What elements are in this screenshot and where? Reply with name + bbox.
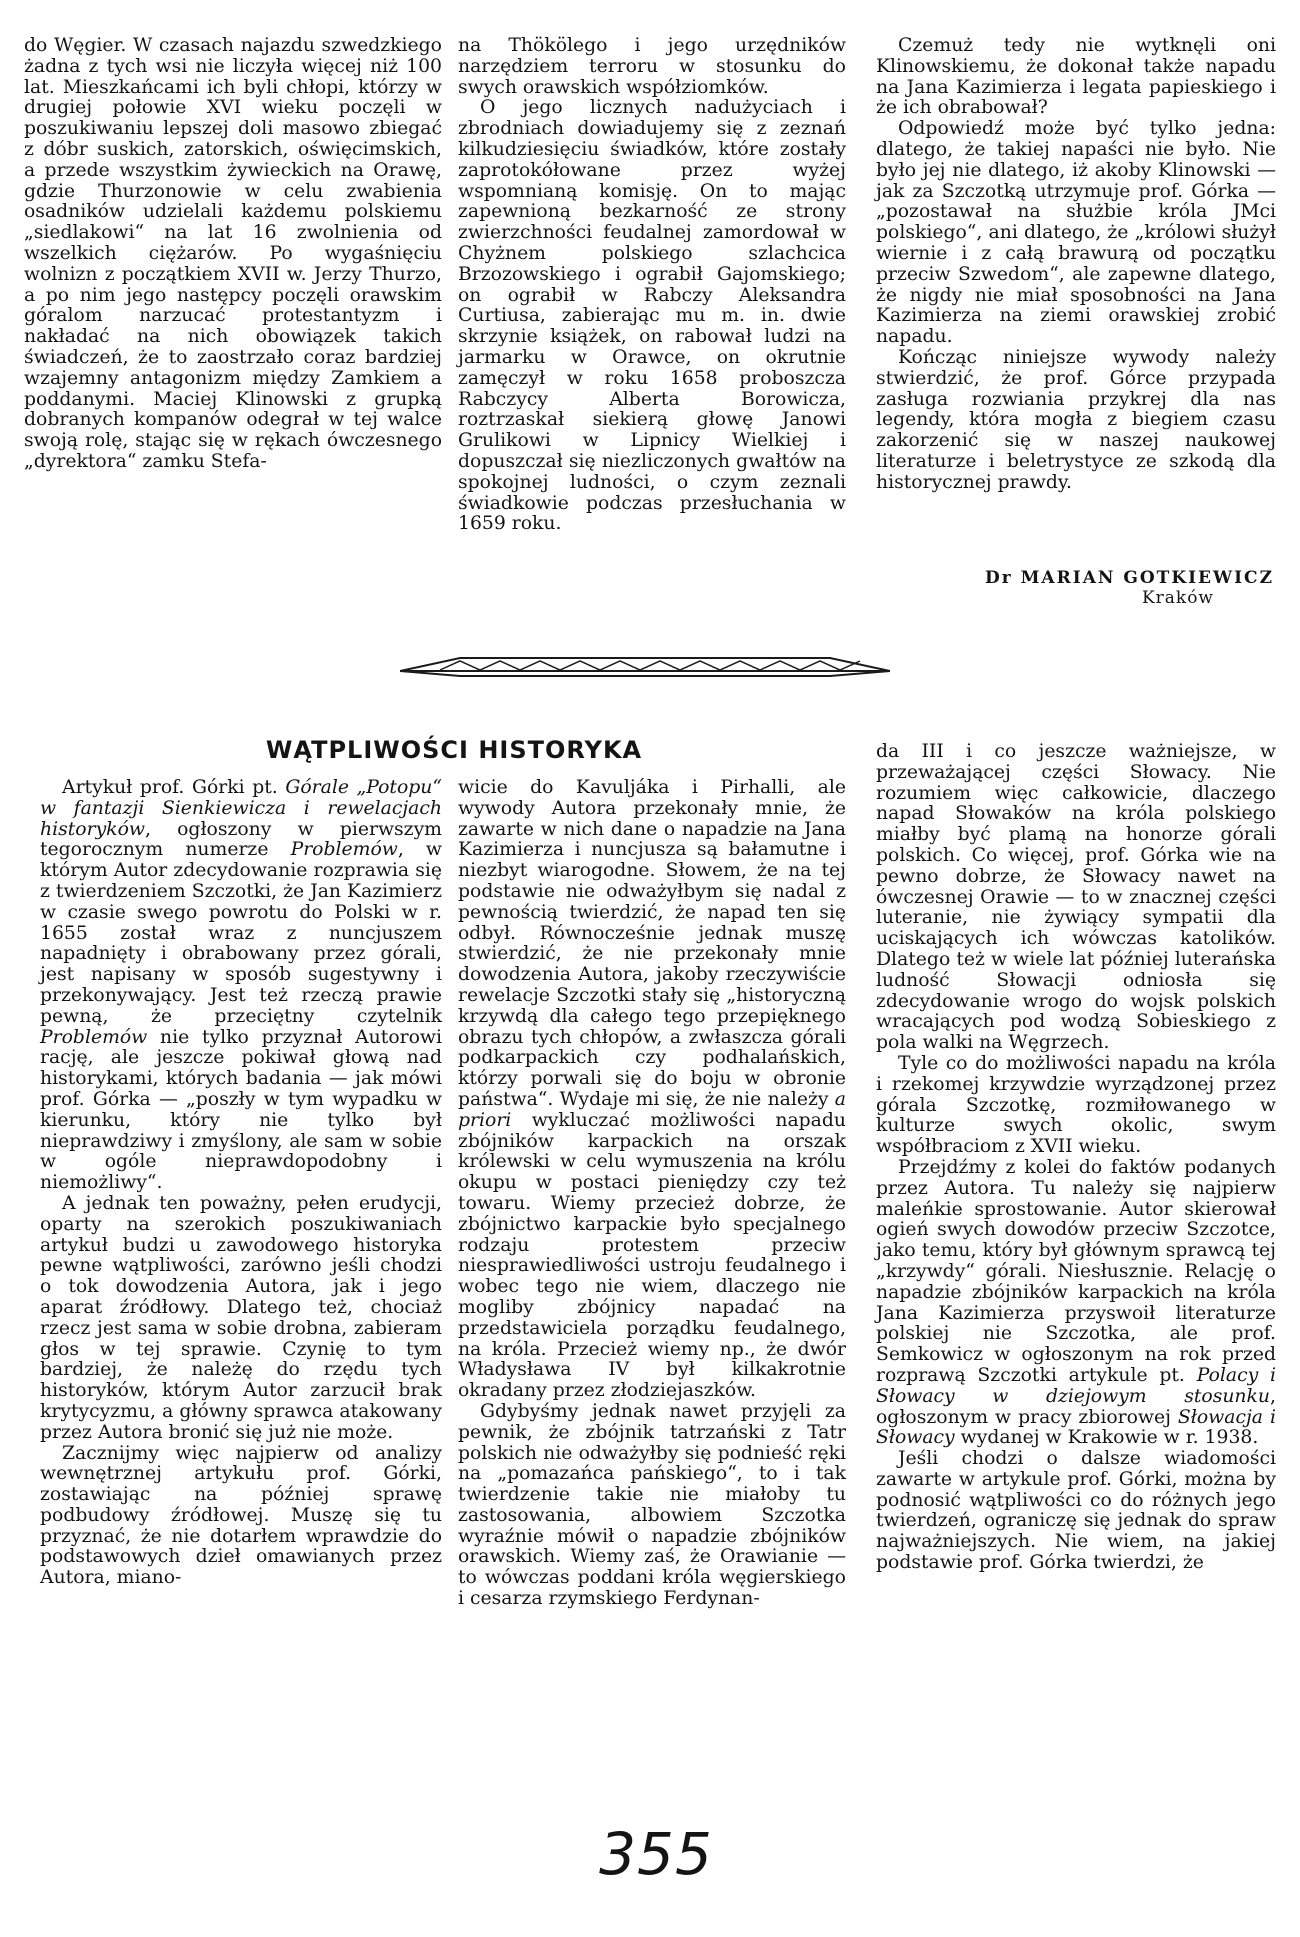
paragraph: Kończąc niniejsze wywody należy stwierdzić, że prof. Górce przypada zasługa rozwiania przykrej dla nas legendy, która mogła z biegiem czasu zakorzenić się w naszej naukowej literaturze i beletrystyce ze szkodą dla historycznej prawdy. [876, 346, 1276, 493]
paragraph: do Węgier. W czasach najazdu szwedzkiego żadna z tych wsi nie liczyła więcej niż 100 lat. Mieszkańcami ich byli chłopi, którzy w drugiej połowie XVI wieku poczęli w poszukiwaniu lepszej doli masowo zbiegać z dóbr suskich, zatorskich, oświęcimskich, a przede wszystkim żywieckich na Orawę, gdzie Thurzonowie w celu zwabienia osadników udzielali każdemu polskiemu „siedlakowi“ na lat 16 zwolnienia od wszelkich ciężarów. Po wygaśnięciu wolnizn z początkiem XVII w. Jerzy Thurzo, a po nim jego następcy poczęli orawskim góralom narzucać protestantyzm i nakładać na nich obowiązek takich świadczeń, że to zaostrzało coraz bardziej wzajemny antagonizm między Zamkiem a poddanymi. Maciej Klinowski z grupką dobranych kompanów odegrał w tej walce swoją rolę, stając się w rękach ówczesnego „dyrektora“ zamku Stefa- [24, 35, 442, 472]
upper-column-1 [24, 36, 442, 473]
paragraph: Odpowiedź może być tylko jedna: dlatego, że takiej napaści nie było. Nie było jej nie dlatego, iż akoby Klinowski — jak za Szczotką utrzymuje prof. Górka — „pozostawał na służbie króla JMci polskiego“, ani dlatego, że „królowi służył wiernie i z całą brawurą od początku przeciw Szwedom“, ale zapewne dlatego, że nigdy nie miał sposobności na Jana Kazimierza na ziemi orawskiej zrobić napadu. [876, 118, 1276, 348]
paragraph: Gdybyśmy jednak nawet przyjęli za pewnik, że zbójnik tatrzański z Tatr polskich nie odważyłby się podnieść ręki na „pomazańca pańskiego“, to i tak twierdzenie takie nie miałoby tu zastosowania, albowiem Szczotka wyraźnie mówił o napadzie zbójników orawskich. Wiemy zaś, że Orawianie — to wówczas poddani króla węgierskiego i cesarza rzymskiego Ferdynan- [458, 1400, 846, 1610]
author-name: Dr MARIAN GOTKIEWICZ [985, 568, 1274, 588]
article-column-2 [458, 778, 846, 1610]
paragraph: Zacznijmy więc najpierw od analizy wewnętrznej artykułu prof. Górki, zostawiając na później sprawę podbudowy źródłowej. Muszę się tu przyznać, że nie dotarłem wprawdzie do podstawowych dzieł omawianych przez Autora, miano- [40, 1442, 442, 1589]
paragraph: Przejdźmy z kolei do faktów podanych przez Autora. Tu należy się najpierw maleńkie sprostowanie. Autor skierował ogień swych dowodów przeciw Szczotce, jako temu, który był głównym sprawcą tej „krzywdy“ górali. Niesłusznie. Relację o napadzie zbójników karpackich na króla Jana Kazimierza przyswoił literaturze polskiej nie Szczotka, ale prof. Semkowicz w ogłoszonym na rok przed rozprawą Szczotki artykule pt. Polacy i Słowacy w dziejowym stosunku, ogłoszonym w pracy zbiorowej Słowacja i Słowacy wydanej w Krakowie w r. 1938. [876, 1156, 1276, 1449]
article-column-1 [40, 778, 442, 1589]
author-location: Kraków [1141, 588, 1214, 608]
paragraph: O jego licznych nadużyciach i zbrodniach dowiadujemy się z zeznań kilkudziesięciu świadków, które zostały zaprotokółowane przez wyżej wspomnianą komisję. On to mając zapewnioną bezkarność ze strony zwierzchności feudalnej zamordował w Chyżnem polskiego szlachcica Brzozowskiego i ograbił Gajomskiego; on ograbił w Rabczy Aleksandra Curtiusa, zabierając mu m. in. dwie skrzynie książek, on rabował ludzi na jarmarku w Orawce, on okrutnie zamęczył w roku 1658 proboszcza Rabczycy Alberta Borowicza, roztrzaskał siekierą głowę Janowi Grulikowi w Lipnicy Wielkiej i dopuszczał się niezliczonych gwałtów na spokojnej ludności, o czym zeznali świadkowie podczas przesłuchania w 1659 roku. [458, 97, 846, 535]
article-column-3 [876, 742, 1276, 1574]
paragraph: Artykuł prof. Górki pt. Górale „Potopu“ w fantazji Sienkiewicza i rewelacjach historyków, ogłoszony w pierwszym tegorocznym numerze Problemów, w którym Autor zdecydowanie rozprawia się z twierdzeniem Szczotki, że Jan Kazimierz w czasie swego powrotu do Polski w r. 1655 został wraz z nuncjuszem napadnięty i obrabowany przez górali, jest napisany w sposób sugestywny i przekonywający. Jest też rzeczą prawie pewną, że przeciętny czytelnik Problemów nie tylko przyznał Autorowi rację, ale jeszcze pokiwał głową nad historykami, których badania — jak mówi prof. Górka — „poszły w tym wypadku w kierunku, który nie tylko był nieprawdziwy i zmyślony, ale sam w sobie w ogóle nieprawdopodobny i niemożliwy“. [40, 777, 442, 1194]
article-title: WĄTPLIWOŚCI HISTORYKA [265, 736, 643, 764]
paragraph: na Thökölego i jego urzędników narzędziem terroru w stosunku do swych orawskich współziomków. [458, 35, 846, 98]
paragraph: Czemuż tedy nie wytknęli oni Klinowskiemu, że dokonał także napadu na Jana Kazimierza i legata papieskiego i że ich obrabował? [876, 35, 1276, 119]
upper-column-2 [458, 36, 846, 535]
paragraph: A jednak ten poważny, pełen erudycji, oparty na szerokich poszukiwaniach artykuł budzi u zawodowego historyka pewne wątpliwości, zarówno jeśli chodzi o tok dowodzenia Autora, jak i jego aparat źródłowy. Dlatego też, chociaż rzecz jest sama w sobie drobna, zabieram głos w tej sprawie. Czynię to tym bardziej, że należę do rzędu tych historyków, którym Autor zarzucił brak krytycyzmu, a główny sprawca atakowany przez Autora bronić się już nie może. [40, 1192, 442, 1443]
upper-column-3 [876, 36, 1276, 494]
paragraph: wicie do Kavuljáka i Pirhalli, ale wywody Autora przekonały mnie, że zawarte w nich dane o napadzie na Jana Kazimierza i nuncjusza są bałamutne i niezbyt wiarogodne. Słowem, że na tej podstawie nie odważyłbym się nadal z pewnością twierdzić, że napad ten się odbył. Równocześnie jednak muszę stwierdzić, że nie przekonały mnie dowodzenia Autora, jakoby rzeczywiście rewelacje Szczotki stały się „historyczną krzywdą dla całego tego przepięknego obrazu tych chłopów, a zwłaszcza górali podkarpackich czy podhalańskich, którzy porwali się do boju w obronie państwa“. Wydaje mi się, że nie należy a priori wykluczać możliwości napadu zbójników karpackich na orszak królewski w celu wymuszenia na królu okupu w postaci pieniędzy czy też towaru. Wiemy przecież dobrze, że zbójnictwo karpackie było specjalnego rodzaju protestem przeciw niesprawiedliwości ustroju feudalnego i wobec tego nie wiem, dlaczego nie mogliby zbójnicy napadać na przedstawiciela porządku feudalnego, na króla. Przecież wiemy np., że dwór Władysława IV był kilkakrotnie okradany przez złodziejaszków. [458, 777, 846, 1402]
paragraph: da III i co jeszcze ważniejsze, w przeważającej części Słowacy. Nie rozumiem więc całkowicie, dlaczego napad Słowaków na króla polskiego miałby być plamą na honorze górali polskich. Co więcej, prof. Górka wie na pewno dobrze, że Słowacy nawet na ówczesnej Orawie — to w znacznej części luteranie, nie żywiący sympatii dla uciskających ich wówczas katolików. Dlatego też w wiele lat później luterańska ludność Słowacji odniosła się zdecydowanie wrogo do wojsk polskich wracających pod wodzą Sobieskiego z pola walki na Węgrzech. [876, 741, 1276, 1054]
page-number: 355 [599, 1820, 713, 1888]
author-signature [876, 568, 1274, 608]
ornamental-divider [400, 654, 890, 680]
paragraph: Tyle co do możliwości napadu na króla i rzekomej krzywdzie wyrządzonej przez górala Szczotkę, rozmiłowanego w kulturze swych okolic, swym współbraciom z XVII wieku. [876, 1052, 1276, 1158]
paragraph: Jeśli chodzi o dalsze wiadomości zawarte w artykule prof. Górki, można by podnosić wątpliwości co do różnych jego twierdzeń, ograniczę się jednak do spraw najważniejszych. Nie wiem, na jakiej podstawie prof. Górka twierdzi, że [876, 1448, 1276, 1574]
